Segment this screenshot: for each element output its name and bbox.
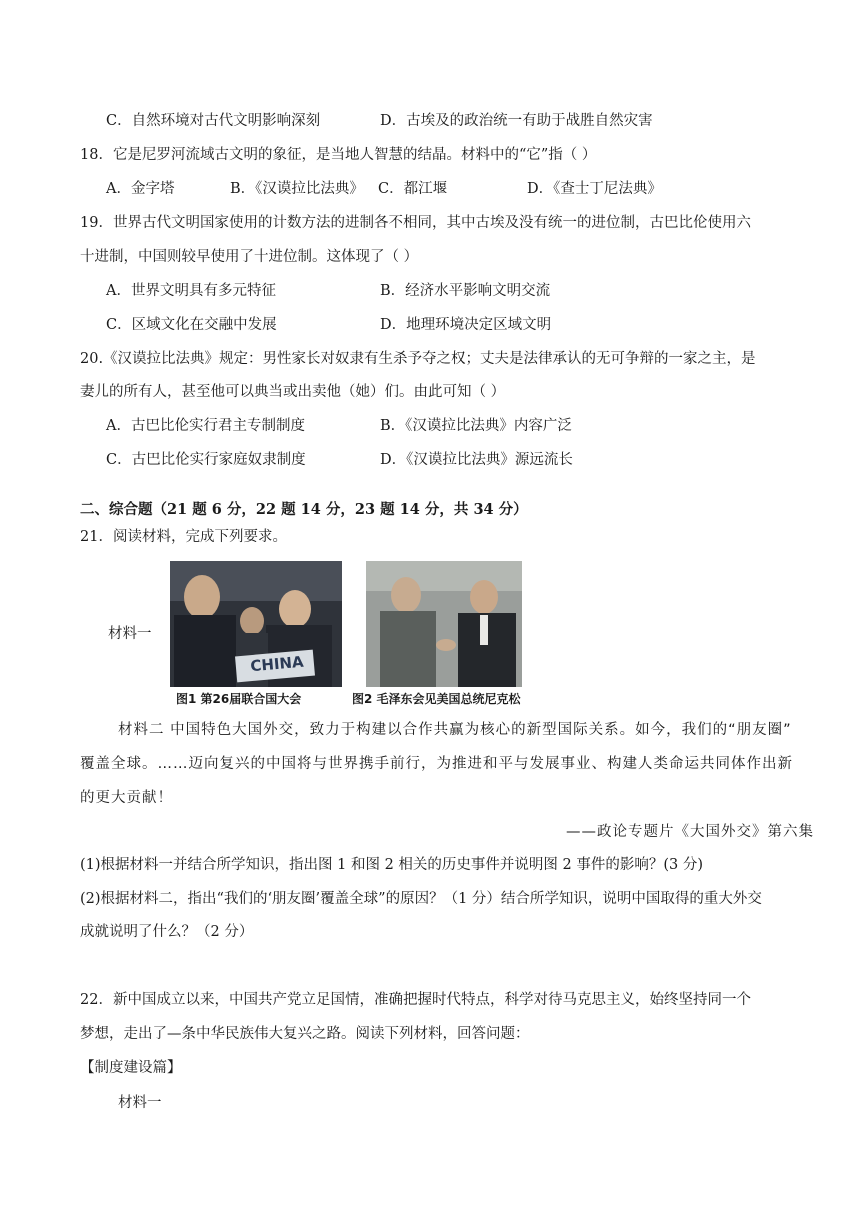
q18-stem: 18．它是尼罗河流域古文明的象征，是当地人智慧的结晶。材料中的“它”指（ ） <box>80 147 597 163</box>
q20-option-b: B．《汉谟拉比法典》内容广泛 <box>380 418 572 434</box>
q20-stem-line2: 妻儿的所有人，甚至他可以典当或出卖他（她）们。由此可知（ ） <box>80 384 506 400</box>
q21-source: ——政论专题片《大国外交》第六集 <box>566 824 814 840</box>
q18-option-a: A．金字塔 <box>106 181 175 197</box>
q17-option-c: C．自然环境对古代文明影响深刻 <box>106 113 321 129</box>
q19-option-c: C．区域文化在交融中发展 <box>106 317 277 333</box>
q19-option-a: A．世界文明具有多元特征 <box>106 283 276 299</box>
q20-option-d: D．《汉谟拉比法典》源远流长 <box>380 452 573 468</box>
q17-option-d: D．古埃及的政治统一有助于战胜自然灾害 <box>380 113 653 129</box>
figure1-photo <box>170 561 342 687</box>
q21-subquestion-2-line1: (2)根据材料二，指出“我们的‘朋友圈’覆盖全球”的原因？（1 分）结合所学知识，说明中国取得的重大外交 <box>80 891 762 907</box>
q21-material2-line1: 材料二 中国特色大国外交，致力于构建以合作共赢为核心的新型国际关系。如今，我们的“朋友圈” <box>118 722 792 738</box>
q21-subquestion-1: (1)根据材料一并结合所学知识，指出图 1 和图 2 相关的历史事件并说明图 2 事件的影响？(3 分) <box>80 857 704 873</box>
q18-option-d: D．《查士丁尼法典》 <box>527 181 662 197</box>
figure1-caption: 图1 第26届联合国大会 <box>176 692 302 706</box>
q20-option-c: C．古巴比伦实行家庭奴隶制度 <box>106 452 306 468</box>
q22-material1-label: 材料一 <box>118 1095 162 1111</box>
section-heading: 二、综合题（21 题 6 分，22 题 14 分，23 题 14 分，共 34 分） <box>80 501 528 518</box>
q20-stem-line1: 20.《汉谟拉比法典》规定：男性家长对奴隶有生杀予夺之权；丈夫是法律承认的无可争辩的一家之主，是 <box>80 351 756 367</box>
q21-material2-line3: 的更大贡献！ <box>80 790 173 806</box>
q20-option-a: A．古巴比伦实行君主专制制度 <box>106 418 305 434</box>
figure2-caption: 图2 毛泽东会见美国总统尼克松 <box>352 692 521 706</box>
q19-stem-line2: 十进制，中国则较早使用了十进位制。这体现了（ ） <box>80 249 419 265</box>
q19-option-b: B．经济水平影响文明交流 <box>380 283 551 299</box>
q21-material1-label: 材料一 <box>108 626 152 642</box>
q21-material2-line2: 覆盖全球。……迈向复兴的中国将与世界携手前行，为推进和平与发展事业、构建人类命运共同体作出新 <box>80 756 793 772</box>
q22-section-label: 【制度建设篇】 <box>80 1060 182 1076</box>
q22-stem-line2: 梦想，走出了—条中华民族伟大复兴之路。阅读下列材料，回答问题： <box>80 1026 530 1042</box>
q18-option-c: C．都江堰 <box>378 181 448 197</box>
q22-stem-line1: 22．新中国成立以来，中国共产党立足国情，准确把握时代特点，科学对待马克思主义，始终坚持同一个 <box>80 992 751 1008</box>
q21-subquestion-2-line2: 成就说明了什么？（2 分） <box>80 924 254 940</box>
figure2-photo <box>366 561 522 687</box>
q19-option-d: D．地理环境决定区域文明 <box>380 317 552 333</box>
figure2-illustration <box>366 561 522 687</box>
q18-option-b: B．《汉谟拉比法典》 <box>230 181 364 197</box>
q21-stem: 21．阅读材料，完成下列要求。 <box>80 529 287 545</box>
q19-stem-line1: 19．世界古代文明国家使用的计数方法的进制各不相同，其中古埃及没有统一的进位制，古巴比伦使用六 <box>80 215 751 231</box>
china-nameplate: CHINA <box>249 652 305 676</box>
